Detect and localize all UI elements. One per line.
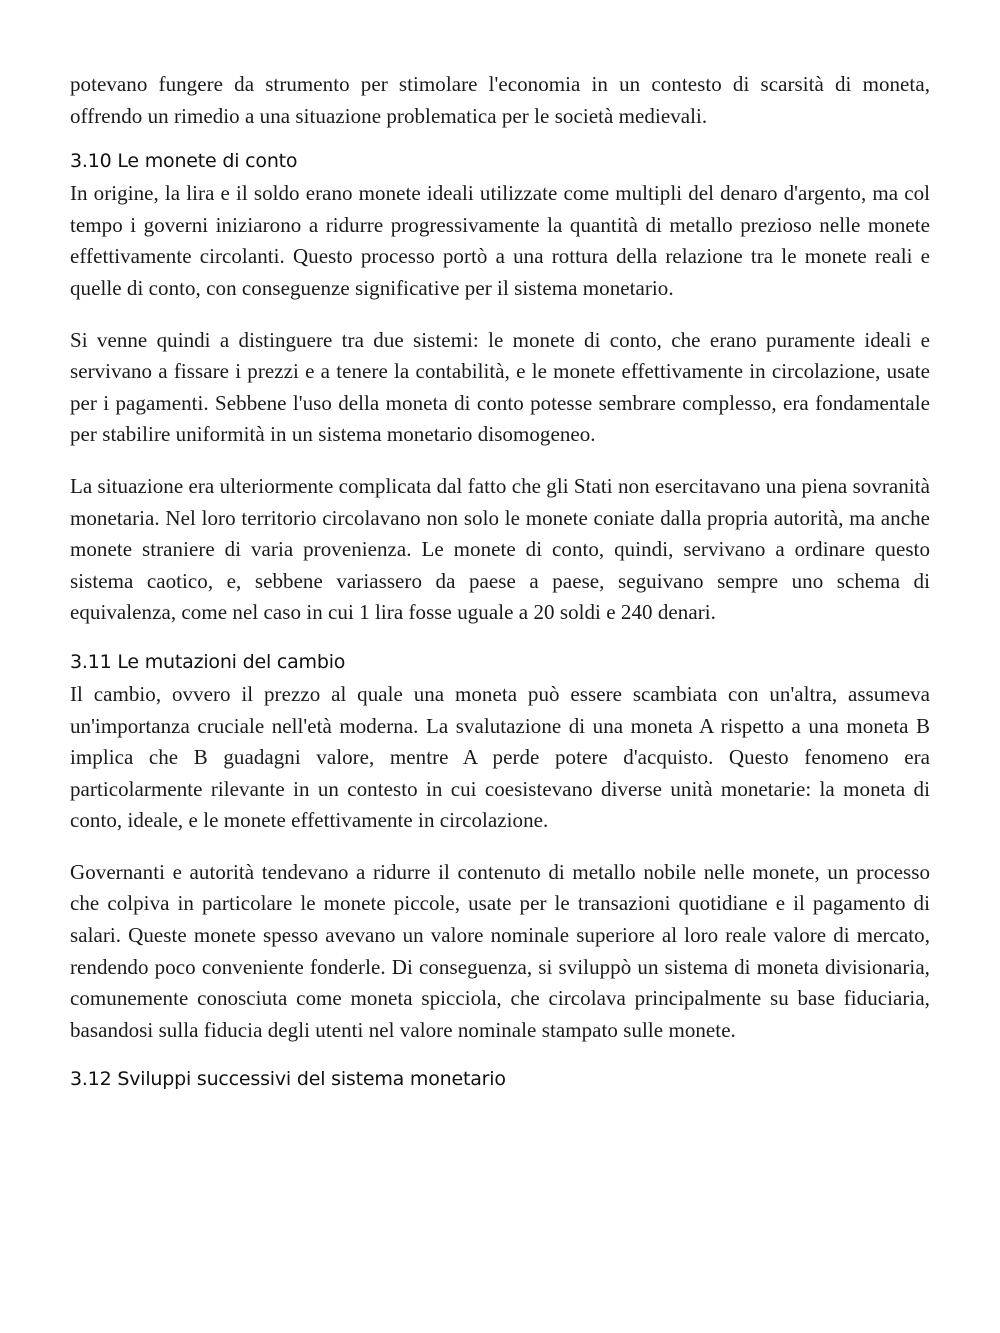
section-mutazioni-del-cambio — [70, 649, 930, 1047]
section-heading: 3.12 Sviluppi successivi del sistema monetario — [70, 1068, 506, 1091]
paragraph: Il cambio, ovvero il prezzo al quale una moneta può essere scambiata con un'altra, assumeva un'importanza cruciale nell'età moderna. La svalutazione di una moneta A rispetto a una moneta B implica che B guadagni valore, mentre A perde potere d'acquisto. Questo fenomeno era particolarmente rilevante in un contesto in cui coesistevano diverse unità monetarie: la moneta di conto, ideale, e le monete effettivamente in circolazione. — [70, 681, 930, 833]
paragraph: La situazione era ulteriormente complicata dal fatto che gli Stati non esercitavano una piena sovranità monetaria. Nel loro territorio circolavano non solo le monete coniate dalla propria autorità, ma anche monete straniere di varia provenienza. Le monete di conto, quindi, servivano a ordinare questo sistema caotico, e, sebbene variassero da paese a paese, seguivano sempre uno schema di equivalenza, come nel caso in cui 1 lira fosse uguale a 20 soldi e 240 denari. — [70, 473, 930, 625]
section-heading: 3.10 Le monete di conto — [70, 150, 298, 173]
intro-paragraph: potevano fungere da strumento per stimolare l'economia in un contesto di scarsità di moneta, offrendo un rimedio a una situazione problematica per le società medievali. — [70, 72, 930, 128]
paragraph: In origine, la lira e il soldo erano monete ideali utilizzate come multipli del denaro d'argento, ma col tempo i governi iniziarono a ridurre progressivamente la quantità di metallo prezioso nelle monete effettivamente circolanti. Questo processo portò a una rottura della relazione tra le monete reali e quelle di conto, con conseguenze significative per il sistema monetario. — [70, 181, 930, 300]
section-monete-di-conto — [70, 148, 930, 629]
paragraph: Governanti e autorità tendevano a ridurre il contenuto di metallo nobile nelle monete, un processo che colpiva in particolare le monete piccole, usate per le transazioni quotidiane e il pagamento di salari. Queste monete spesso avevano un valore nominale superiore al loro reale valore di mercato, rendendo poco conveniente fonderle. Di conseguenza, si sviluppò un sistema di moneta divisionaria, comunemente conosciuta come moneta spicciola, che circolava principalmente su base fiduciaria, basandosi sulla fiducia degli utenti nel valore nominale stampato sulle monete. — [70, 859, 930, 1042]
section-sviluppi-successivi — [70, 1066, 930, 1092]
paragraph: Si venne quindi a distinguere tra due sistemi: le monete di conto, che erano puramente ideali e servivano a fissare i prezzi e a tenere la contabilità, e le monete effettivamente in circolazione, usate per i pagamenti. Sebbene l'uso della moneta di conto potesse sembrare complesso, era fondamentale per stabilire uniformità in un sistema monetario disomogeneo. — [70, 327, 930, 447]
document-page — [70, 69, 930, 1096]
section-heading: 3.11 Le mutazioni del cambio — [70, 650, 346, 673]
